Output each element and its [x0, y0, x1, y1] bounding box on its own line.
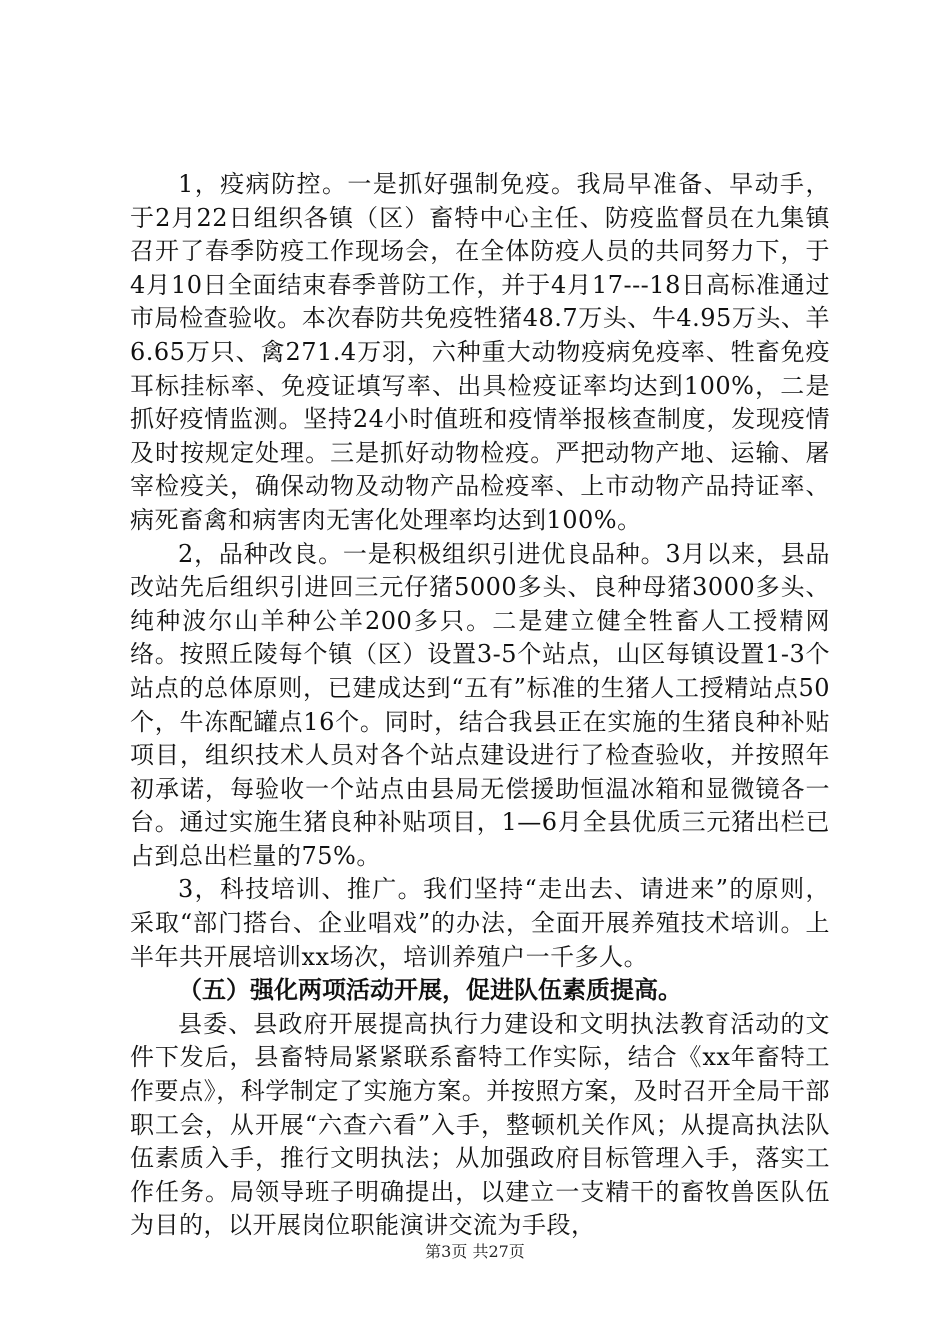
section-heading-five: （五）强化两项活动开展，促进队伍素质提高。	[178, 976, 682, 1005]
paragraph-tech-training: 3，科技培训、推广。我们坚持“走出去、请进来”的原则，采取“部门搭台、企业唱戏”的办法，全面开展养殖技术培训。上半年共开展培训xx场次，培训养殖户一千多人。	[130, 875, 830, 971]
page-number-footer: 第3页 共27页	[425, 1242, 525, 1261]
paragraph-disease-control: 1，疫病防控。一是抓好强制免疫。我局早准备、早动手，于2月22日组织各镇（区）畜特中心主任、防疫监督员在九集镇召开了春季防疫工作现场会，在全体防疫人员的共同努力下，于4月10日全面结束春季普防工作，并于4月17---18日高标准通过市局检查验收。本次春防共免疫牲猪48.7万头、牛4.95万头、羊6.65万只、禽271.4万羽，六种重大动物疫病免疫率、牲畜免疫耳标挂标率、免疫证填写率、出具检疫证率均达到100%，二是抓好疫情监测。坚持24小时值班和疫情举报核查制度，发现疫情及时按规定处理。三是抓好动物检疫。严把动物产地、运输、屠宰检疫关，确保动物及动物产品检疫率、上市动物产品持证率、病死畜禽和病害肉无害化处理率均达到100%。	[130, 170, 830, 534]
paragraph-activities: 县委、县政府开展提高执行力建设和文明执法教育活动的文件下发后，县畜特局紧紧联系畜特工作实际，结合《xx年畜特工作要点》，科学制定了实施方案。并按照方案，及时召开全局干部职工会，从开展“六查六看”入手，整顿机关作风；从提高执法队伍素质入手，推行文明执法；从加强政府目标管理入手，落实工作任务。局领导班子明确提出，以建立一支精干的畜牧兽医队伍为目的，以开展岗位职能演讲交流为手段，	[130, 1009, 830, 1240]
document-body	[130, 168, 830, 1243]
paragraph-breed-improvement: 2，品种改良。一是积极组织引进优良品种。3月以来，县品改站先后组织引进回三元仔猪5000多头、良种母猪3000多头、纯种波尔山羊种公羊200多只。二是建立健全牲畜人工授精网络。按照丘陵每个镇（区）设置3-5个站点，山区每镇设置1-3个站点的总体原则，已建成达到“五有”标准的生猪人工授精站点50个，牛冻配罐点16个。同时，结合我县正在实施的生猪良种补贴项目，组织技术人员对各个站点建设进行了检查验收，并按照年初承诺，每验收一个站点由县局无偿援助恒温冰箱和显微镜各一台。通过实施生猪良种补贴项目，1—6月全县优质三元猪出栏已占到总出栏量的75%。	[130, 539, 830, 870]
